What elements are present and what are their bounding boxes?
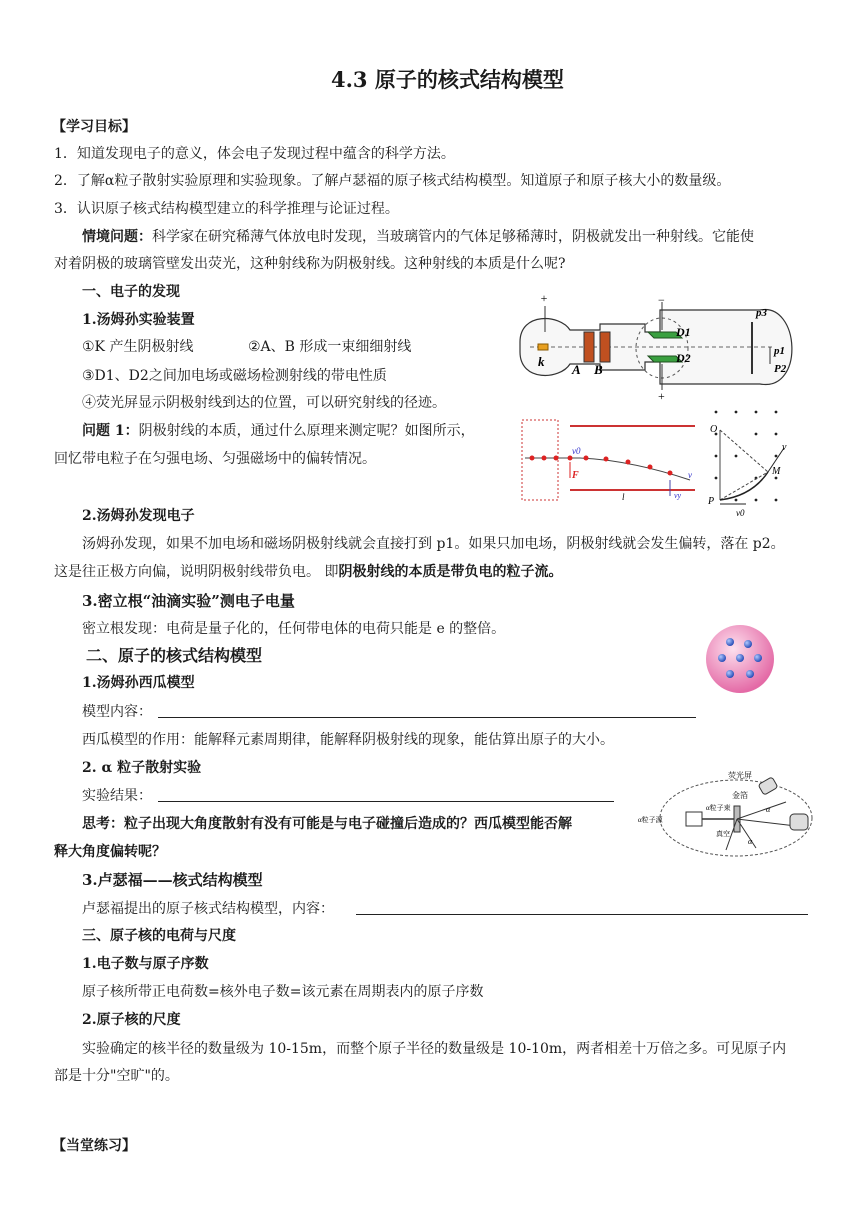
beam-label: α粒子束 xyxy=(706,804,731,812)
section-heading: 一、电子的发现 xyxy=(82,284,180,300)
p1-label: p1 xyxy=(774,345,785,357)
b-label: B xyxy=(594,362,603,377)
question-label: 问题 1： xyxy=(82,423,139,439)
goals-header: 【学习目标】 xyxy=(52,119,136,135)
think-line: 释大角度偏转呢？ xyxy=(54,844,166,860)
subsection-heading: 3.卢瑟福——核式结构模型 xyxy=(82,871,263,889)
alpha-label: α xyxy=(748,837,753,846)
emphasis-text: 阴极射线的本质是带负电的粒子流。 xyxy=(338,564,563,580)
paragraph-line: 部是十分"空旷"的。 xyxy=(54,1068,179,1084)
section-heading: 二、原子的核式结构模型 xyxy=(86,646,263,665)
v0-label: v0 xyxy=(736,508,745,518)
d1-label: D1 xyxy=(676,325,691,339)
p2-label: P2 xyxy=(774,363,787,375)
plum-pudding-figure xyxy=(700,622,780,696)
vy-label: vy xyxy=(674,491,682,500)
paragraph-text: 这是往正极方向偏，说明阴极射线带负电。 即 xyxy=(54,564,339,580)
paragraph-line: 实验确定的核半径的数量级为 10-15m，而整个原子半径的数量级是 10-10m，两者相差十万倍之多。可见原子内 xyxy=(82,1041,787,1057)
apparatus-item: ①K 产生阴极射线 xyxy=(82,339,194,355)
paragraph-line: 原子核所带正电荷数=核外电子数=该元素在周期表内的原子序数 xyxy=(82,984,484,1000)
k-label: k xyxy=(538,354,545,369)
v-label: v xyxy=(782,442,787,453)
fill-label: 模型内容： xyxy=(82,704,152,720)
fill-label: 实验结果： xyxy=(82,788,152,804)
subsection-heading: 2. α 粒子散射实验 xyxy=(82,760,202,776)
vacuum-label: 真空 xyxy=(716,830,730,838)
m-label: M xyxy=(772,466,781,477)
p3-label: p3 xyxy=(756,307,767,319)
a-label: A xyxy=(572,362,581,377)
alpha-scattering-figure xyxy=(636,766,826,864)
subsection-heading: 3.密立根“油滴实验”测电子电量 xyxy=(82,592,295,610)
fill-label: 卢瑟福提出的原子核式结构模型，内容： xyxy=(82,901,334,917)
goal-item: 2．了解α粒子散射实验原理和实验现象。了解卢瑟福的原子核式结构模型。知道原子和原子核大小的数量级。 xyxy=(54,173,731,189)
practice-header: 【当堂练习】 xyxy=(52,1138,136,1154)
plus-label: + xyxy=(658,389,665,402)
minus-label: − xyxy=(658,293,665,307)
foil-label: 金箔 xyxy=(732,791,748,800)
force-label: F xyxy=(572,470,579,481)
scenario-label: 情境问题： xyxy=(82,229,152,245)
v-label: v xyxy=(688,470,692,480)
question-line-2: 回忆带电粒子在匀强电场、匀强磁场中的偏转情况。 xyxy=(54,451,376,467)
p-label: P xyxy=(708,496,715,507)
subsection-heading: 2.汤姆孙发现电子 xyxy=(82,508,195,524)
subsection-heading: 1.汤姆孙实验装置 xyxy=(82,312,195,328)
question-text: 阴极射线的本质，通过什么原理来测定呢？如图所示， xyxy=(138,423,475,439)
scenario-line xyxy=(82,227,754,247)
apparatus-item: ②A、B 形成一束细细射线 xyxy=(248,339,412,355)
plus-label: + xyxy=(540,292,548,305)
paragraph-line xyxy=(54,562,562,582)
paragraph-line: 汤姆孙发现，如果不加电场和磁场阴极射线就会直接打到 p1。如果只加电场，阴极射线就会发生偏转，落在 p2。 xyxy=(82,536,785,552)
v0-label: v0 xyxy=(572,446,581,456)
answer-blank[interactable] xyxy=(158,801,614,802)
think-line: 思考：粒子出现大角度散射有没有可能是与电子碰撞后造成的？西瓜模型能否解 xyxy=(82,816,572,832)
page-title: 4.3 原子的核式结构模型 xyxy=(331,67,564,92)
apparatus-item: ③D1、D2之间加电场或磁场检测射线的带电性质 xyxy=(82,368,387,384)
source-label: α粒子源 xyxy=(638,816,663,824)
thomson-tube-figure xyxy=(500,292,800,402)
subsection-heading: 1.汤姆孙西瓜模型 xyxy=(82,675,195,691)
o-label: O xyxy=(710,424,718,435)
subsection-heading: 2.原子核的尺度 xyxy=(82,1012,181,1028)
paragraph-line: 密立根发现：电荷是量子化的，任何带电体的电荷只能是 e 的整倍。 xyxy=(82,621,506,637)
apparatus-item: ④荧光屏显示阴极射线到达的位置，可以研究射线的径迹。 xyxy=(82,395,446,411)
goal-item: 1．知道发现电子的意义，体会电子发现过程中蕴含的科学方法。 xyxy=(54,146,455,162)
question-line xyxy=(82,421,475,441)
length-label: l xyxy=(622,492,625,502)
scenario-line-2: 对着阴极的玻璃管壁发出荧光，这种射线称为阴极射线。这种射线的本质是什么呢? xyxy=(54,256,566,272)
section-heading: 三、原子核的电荷与尺度 xyxy=(82,928,236,944)
alpha-label: α xyxy=(766,805,771,814)
d2-label: D2 xyxy=(676,351,691,365)
answer-blank[interactable] xyxy=(356,914,808,915)
goal-item: 3．认识原子核式结构模型建立的科学推理与论证过程。 xyxy=(54,201,399,217)
scenario-text: 科学家在研究稀薄气体放电时发现，当玻璃管内的气体足够稀薄时，阴极就发出一种射线。它能使 xyxy=(152,229,754,245)
paragraph-line: 西瓜模型的作用：能解释元素周期律，能解释阴极射线的现象，能估算出原子的大小。 xyxy=(82,732,614,748)
magnetic-deflection-figure xyxy=(706,404,790,520)
screen-label: 荧光屏 xyxy=(728,771,752,780)
subsection-heading: 1.电子数与原子序数 xyxy=(82,956,209,972)
answer-blank[interactable] xyxy=(158,717,696,718)
electric-deflection-figure xyxy=(520,418,700,504)
